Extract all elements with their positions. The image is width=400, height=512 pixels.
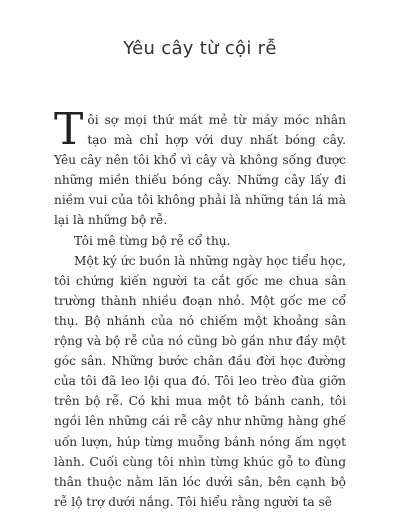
paragraph-1-text: ôi sợ mọi thứ mát mẻ từ máy móc nhân tạo mà chỉ hợp với duy nhất bóng cây. Yêu cây nên tôi khổ vì cây và không sống được những miền thiếu bóng cây. Những cây lấy đi niềm vui của tôi không phải là những tán lá mà lại là những bộ rễ. xyxy=(54,113,346,228)
chapter-title: Yêu cây từ cội rễ xyxy=(123,38,277,59)
paragraph-1 xyxy=(54,104,346,231)
paragraph-3: Một ký ức buồn là những ngày học tiểu học, tôi chứng kiến người ta cắt gốc me chua sân trường thành nhiều đoạn nhỏ. Một gốc me cổ thụ. Bộ nhánh của nó chiếm một khoảng sân rộng và bộ rễ của nó cũng bò gần như đầy một góc sân. Những bước chân đầu đời học đường của tôi đã leo lội qua đó. Tôi leo trèo đùa giỡn trên bộ rễ. Có khi mua một tô bánh canh, tôi ngồi lên những cái rễ cây như những hàng ghế uốn lượn, húp từng muỗng bánh nóng ấm ngọt lành. Cuối cùng tôi nhìn từng khúc gỗ to đùng thân thuộc nằm lăn lóc dưới sân, bên cạnh bộ rễ lộ trợ dưới nắng. Tôi hiểu rằng người ta sẽ xyxy=(54,253,346,509)
drop-cap-letter: T xyxy=(54,104,84,155)
chapter-body xyxy=(54,104,346,512)
paragraph-2: Tôi mê từng bộ rễ cổ thụ. xyxy=(74,233,231,248)
